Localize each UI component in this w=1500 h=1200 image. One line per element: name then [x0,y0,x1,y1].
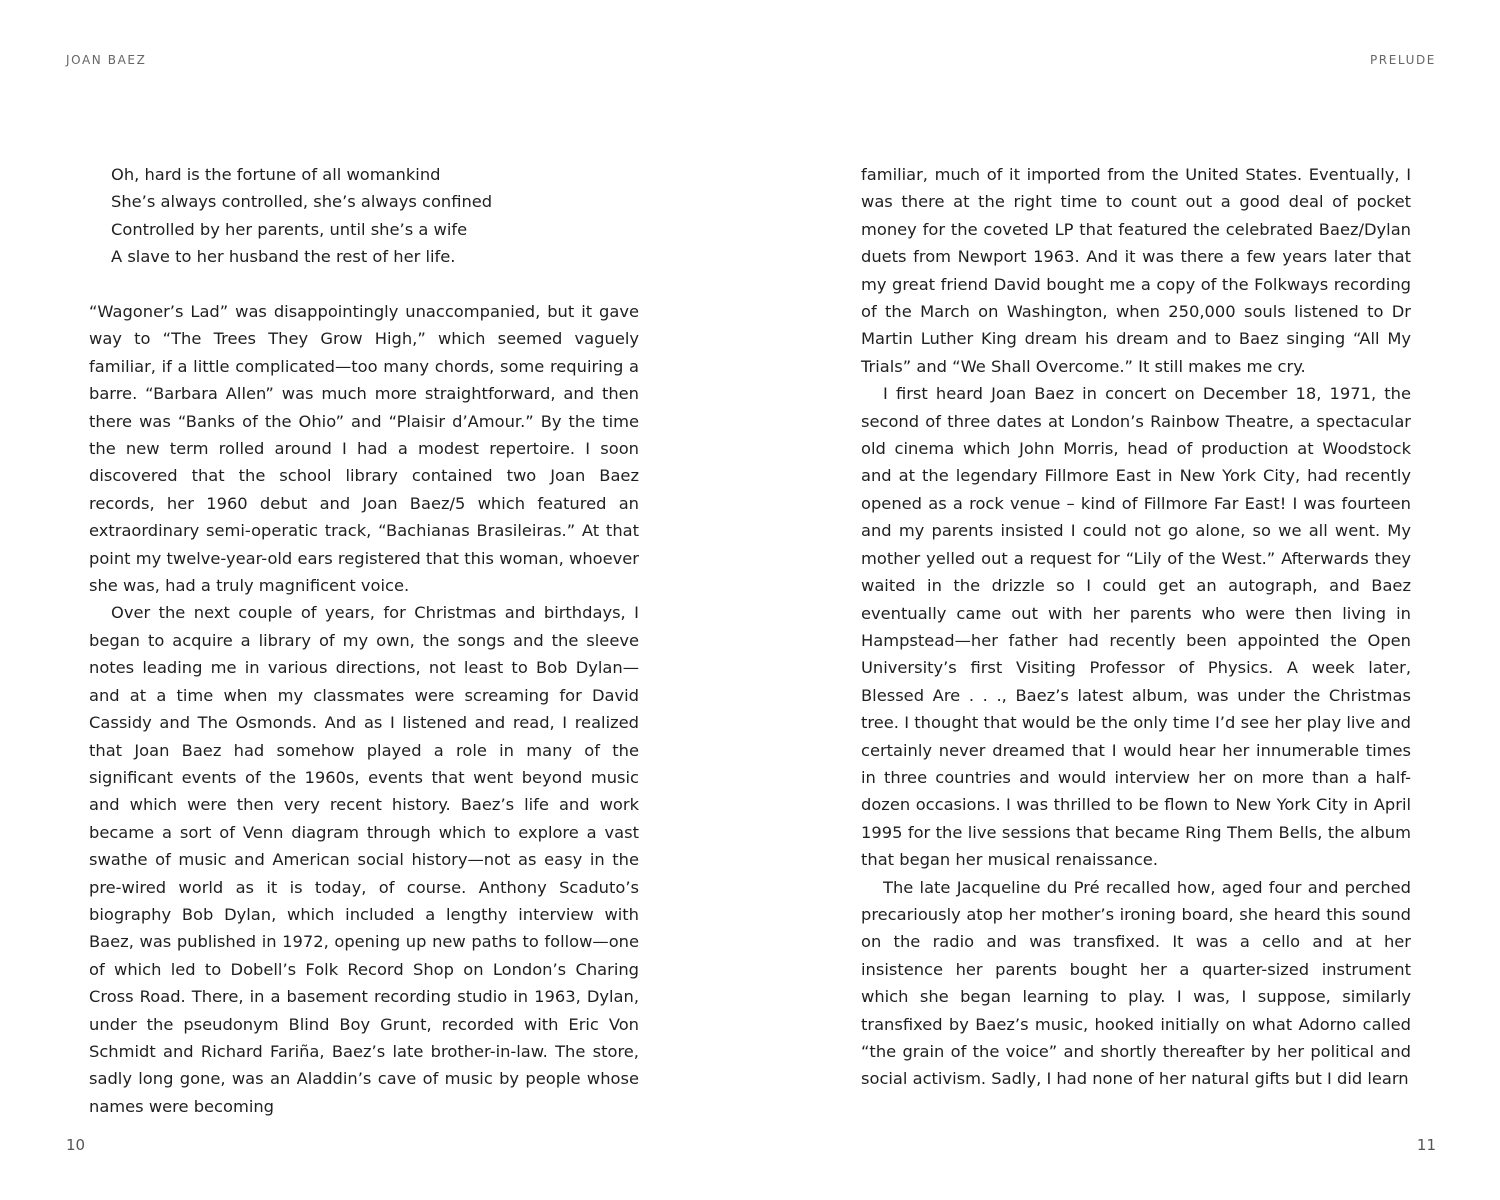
body-paragraph: “Wagoner’s Lad” was disappointingly unaccompanied, but it gave way to “The Trees They Grow High,” which seemed vaguely familiar, if a little complicated—too many chords, some requiring a barre. “Barbara Allen” was much more straightforward, and then there was “Banks of the Ohio” and “Plaisir d’Amour.” By the time the new term rolled around I had a modest repertoire. I soon discovered that the school library contained two Joan Baez records, her 1960 debut and Joan Baez/5 which featured an extraordinary semi-operatic track, “Bachianas Brasileiras.” At that point my twelve-year-old ears registered that this woman, whoever she was, had a truly magnificent voice. [89,302,639,596]
page-number-right: 11 [1416,1136,1436,1154]
left-page-text [89,161,639,1120]
right-page-text [861,161,1411,1093]
body-paragraph: The late Jacqueline du Pré recalled how, aged four and perched precariously atop her mother’s ironing board, she heard this sound on the radio and was transfixed. It was a cello and at her insistence her parents bought her a quarter-sized instrument which she began learning to play. I was, I suppose, similarly transfixed by Baez’s music, hooked initially on what Adorno called “the grain of the voice” and shortly thereafter by her political and social activism. Sadly, I had none of her natural gifts but I did learn [861,877,1411,1089]
body-paragraph: familiar, much of it imported from the United States. Eventually, I was there at the right time to count out a good deal of pocket money for the coveted LP that featured the celebrated Baez/Dylan duets from Newport 1963. And it was there a few years later that my great friend David bought me a copy of the Folkways recording of the March on Washington, when 250,000 souls listened to Dr Martin Luther King dream his dream and to Baez singing “All My Trials” and “We Shall Overcome.” It still makes me cry. [861,165,1411,376]
verse-line: Oh, hard is the fortune of all womankind [111,165,441,184]
song-verse [89,161,639,271]
verse-line: A slave to her husband the rest of her life. [111,247,456,267]
page-number-left: 10 [66,1136,86,1154]
running-head-chapter: PRELUDE [1369,53,1436,67]
body-paragraph: I first heard Joan Baez in concert on December 18, 1971, the second of three dates at London’s Rainbow Theatre, a spectacular old cinema which John Morris, head of production at Woodstock and at the legendary Fillmore East in New York City, had recently opened as a rock venue – kind of Fillmore Far East! I was fourteen and my parents insisted I could not go alone, so we all went. My mother yelled out a request for “Lily of the West.” Afterwards they waited in the drizzle so I could get an autograph, and Baez eventually came out with her parents who were then living in Hampstead—her father had recently been appointed the Open University’s first Visiting Professor of Physics. A week later, Blessed Are . . ., Baez’s latest album, was under the Christmas tree. I thought that would be the only time I’d see her play live and certainly never dreamed that I would hear her innumerable times in three countries and would interview her on more than a half-dozen occasions. I was thrilled to be flown to New York City in April 1995 for the live sessions that became Ring Them Bells, the album that began her musical renaissance. [861,384,1411,870]
body-paragraph: Over the next couple of years, for Christmas and birthdays, I began to acquire a library of my own, the songs and the sleeve notes leading me in various directions, not least to Bob Dylan—and at a time when my classmates were screaming for David Cassidy and The Osmonds. And as I listened and read, I realized that Joan Baez had somehow played a role in many of the significant events of the 1960s, events that went beyond music and which were then very recent history. Baez’s life and work became a sort of Venn diagram through which to explore a vast swathe of music and American social history—not as easy in the pre-wired world as it is today, of course. Anthony Scaduto’s biography Bob Dylan, which included a lengthy interview with Baez, was published in 1972, opening up new paths to follow—one of which led to Dobell’s Folk Record Shop on London’s Charing Cross Road. There, in a basement recording studio in 1963, Dylan, under the pseudonym Blind Boy Grunt, recorded with Eric Von Schmidt and Richard Fariña, Baez’s late brother-in-law. The store, sadly long gone, was an Aladdin’s cave of music by people whose names were becoming [89,603,639,1116]
running-head-author: JOAN BAEZ [66,53,147,67]
verse-line: She’s always controlled, she’s always confined [111,192,493,212]
verse-line: Controlled by her parents, until she’s a wife [111,219,468,239]
